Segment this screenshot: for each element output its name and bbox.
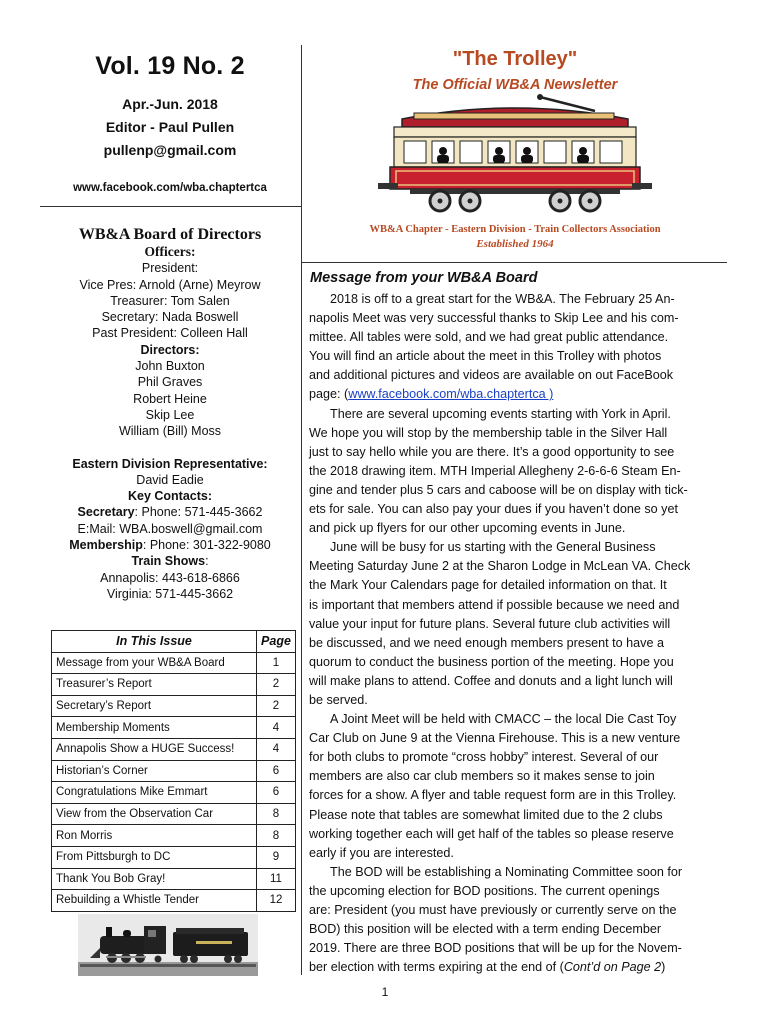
table-row xyxy=(52,846,296,868)
board-list xyxy=(40,244,300,602)
page-number: 1 xyxy=(381,985,389,999)
article-line: is important that members attend if possible because we need and xyxy=(309,597,680,612)
trolley-illustration xyxy=(370,93,660,217)
article-line-contd: ber election with terms expiring at the end of (Cont’d on Page 2) xyxy=(309,960,666,975)
director-item: John Buxton xyxy=(135,359,205,374)
board-title: WB&A Board of Directors xyxy=(78,226,262,243)
article-line: There are several upcoming events starting with York in April. xyxy=(330,406,671,421)
association-line: WB&A Chapter - Eastern Division - Train Collectors Association xyxy=(369,224,661,235)
article-line: for both clubs to promote “cross hobby” interest. Several of our xyxy=(309,750,659,765)
directors-label: Directors: xyxy=(140,342,200,357)
toc-item-title: View from the Observation Car xyxy=(52,803,257,825)
article-line: 2018 is off to a great start for the WB&A. The February 25 An- xyxy=(330,292,675,306)
board-vice-president: Vice Pres: Arnold (Arne) Meyrow xyxy=(79,277,261,292)
secretary-email: E:Mail: WBA.boswell@gmail.com xyxy=(77,521,263,536)
in-this-issue-table xyxy=(51,630,296,912)
director-item: Robert Heine xyxy=(133,391,207,406)
toc-item-title: Membership Moments xyxy=(52,717,257,739)
toc-item-title: From Pittsburgh to DC xyxy=(52,846,257,868)
article-line: Please note that tables are somewhat limited due to the 2 clubs xyxy=(309,807,663,822)
toc-item-page: 2 xyxy=(257,674,296,696)
board-president: President: xyxy=(141,261,199,276)
article-line: and additional pictures and videos are available on out FaceBook xyxy=(309,368,674,383)
toc-item-page: 9 xyxy=(257,846,296,868)
table-row xyxy=(52,695,296,717)
article-line: You will find an article about the meet in this Trolley with photos xyxy=(309,349,662,364)
established-line: Established 1964 xyxy=(476,238,554,250)
article-line: the Mark Your Calendars page for detailed information on that. It xyxy=(309,578,667,593)
article-line: be served. xyxy=(309,692,368,707)
officers-label: Officers: xyxy=(144,244,196,259)
article-line: The BOD will be establishing a Nominating Committee soon for xyxy=(330,864,683,879)
table-row xyxy=(52,890,296,912)
toc-item-page: 8 xyxy=(257,803,296,825)
toc-title-header: In This Issue xyxy=(52,631,257,653)
article-line: and pick up flyers for our other upcoming events in June. xyxy=(309,521,626,536)
article-line: napolis Meet was very successful thanks to Skip Lee and his com- xyxy=(309,311,679,326)
virginia-phone: Virginia: 571-445-3662 xyxy=(106,586,234,601)
toc-item-page: 2 xyxy=(257,695,296,717)
toc-item-title: Thank You Bob Gray! xyxy=(52,868,257,890)
article-line: A Joint Meet will be held with CMACC – the local Die Cast Toy xyxy=(330,712,677,727)
toc-item-title: Historian’s Corner xyxy=(52,760,257,782)
toc-item-page: 12 xyxy=(257,890,296,912)
article-line: early if you are interested. xyxy=(309,845,454,860)
article-line: ets for sale. You can also pay your dues if you haven’t done so yet xyxy=(309,502,678,517)
article-line: the 2018 drawing item. MTH Imperial Allegheny 2-6-6-6 Steam En- xyxy=(309,463,681,478)
secretary-contact xyxy=(40,504,300,520)
eastern-rep-label: Eastern Division Representative: xyxy=(72,456,268,471)
table-row xyxy=(52,674,296,696)
director-item: Skip Lee xyxy=(145,407,195,422)
article-line: the upcoming election for BOD positions. The current openings xyxy=(309,883,660,898)
toc-item-page: 8 xyxy=(257,825,296,847)
article-line: 2019. There are three BOD positions that will be up for the Novem- xyxy=(309,941,682,956)
article-line: quorum to conduct the business portion of the meeting. Hope you xyxy=(309,654,674,669)
table-row xyxy=(52,760,296,782)
article-line: working together each will get half of the tables so please reserve xyxy=(309,826,674,841)
article-line: gine and tender plus 5 cars and caboose will be on display with tick- xyxy=(309,482,688,497)
table-row xyxy=(52,803,296,825)
editor-email: pullenp@gmail.com xyxy=(103,142,237,158)
toc-item-title: Treasurer’s Report xyxy=(52,674,257,696)
facebook-url: www.facebook.com/wba.chaptertca xyxy=(73,182,267,194)
director-item: Phil Graves xyxy=(137,375,203,390)
article-line: BOD) this position will be elected with a term ending December xyxy=(309,922,662,937)
toc-item-title: Ron Morris xyxy=(52,825,257,847)
director-item: William (Bill) Moss xyxy=(118,424,222,439)
article-line: be discussed, and we need enough members present to have a xyxy=(309,635,664,650)
eastern-rep-name: David Eadie xyxy=(136,472,204,487)
newsletter-title: "The Trolley" xyxy=(452,48,578,70)
annapolis-phone: Annapolis: 443-618-6866 xyxy=(100,570,240,585)
secretary-phone: : Phone: 571-445-3662 xyxy=(134,505,263,520)
train-shows-label: Train Shows xyxy=(131,554,206,569)
toc-item-page: 1 xyxy=(257,652,296,674)
article-line: forces for a show. A flyer and table request form are in this Trolley. xyxy=(309,788,677,803)
article-line: Car Club on June 9 at the Vienna Firehouse. This is a new venture xyxy=(309,731,681,746)
article-line: are: President (you must have previously or currently serve on the xyxy=(309,903,677,917)
toc-item-title: Congratulations Mike Emmart xyxy=(52,782,257,804)
article-body xyxy=(309,290,724,977)
facebook-link[interactable]: www.facebook.com/wba.chaptertca ) xyxy=(348,387,554,402)
article-line: Meeting Saturday June 2 at the Sharon Lodge in McLean VA. Check xyxy=(309,559,691,574)
membership-contact-label: Membership xyxy=(69,538,143,553)
article-line: We hope you will stop by the membership table in the Silver Hall xyxy=(309,425,668,440)
article-line: members are also car club members so it makes sense to join xyxy=(309,769,655,784)
membership-phone: : Phone: 301-322-9080 xyxy=(142,538,271,553)
table-row xyxy=(52,652,296,674)
toc-item-title: Secretary’s Report xyxy=(52,695,257,717)
secretary-contact-label: Secretary xyxy=(77,505,135,520)
toc-item-page: 6 xyxy=(257,782,296,804)
toc-item-title: Message from your WB&A Board xyxy=(52,652,257,674)
table-header-row xyxy=(52,631,296,653)
article-line: value your input for future plans. Several future club activities will xyxy=(309,616,671,631)
toc-item-title: Rebuilding a Whistle Tender xyxy=(52,890,257,912)
newsletter-subtitle: The Official WB&A Newsletter xyxy=(412,77,618,93)
article-line: June will be busy for us starting with the General Business xyxy=(330,540,656,555)
toc-item-title: Annapolis Show a HUGE Success! xyxy=(52,738,257,760)
toc-page-header: Page xyxy=(257,631,296,653)
membership-contact xyxy=(40,537,300,553)
issue-date: Apr.-Jun. 2018 xyxy=(122,96,218,112)
column-divider xyxy=(301,45,302,975)
article-line: will make plans to attend. Coffee and donuts and a light lunch will xyxy=(309,673,673,688)
table-row xyxy=(52,782,296,804)
table-row xyxy=(52,868,296,890)
masthead-divider xyxy=(302,262,727,263)
table-row xyxy=(52,825,296,847)
board-treasurer: Treasurer: Tom Salen xyxy=(110,293,230,308)
toc-item-page: 11 xyxy=(257,868,296,890)
volume-title: Vol. 19 No. 2 xyxy=(95,52,245,80)
table-row xyxy=(52,717,296,739)
article-line-link: page: (www.facebook.com/wba.chaptertca ) xyxy=(309,387,554,402)
continued-note: Cont’d on Page 2 xyxy=(563,960,662,975)
board-past-president: Past President: Colleen Hall xyxy=(92,326,248,341)
editor-name: Editor - Paul Pullen xyxy=(105,119,235,135)
table-row xyxy=(52,738,296,760)
article-line: mittee. All tables were sold, and we had great public attendance. xyxy=(309,330,669,345)
toc-item-page: 4 xyxy=(257,738,296,760)
train-shows-contact: Train Shows: xyxy=(131,554,209,569)
article-line: just to say hello while you are there. It’s a good opportunity to see xyxy=(309,444,675,459)
locomotive-photo xyxy=(78,914,258,976)
toc-item-page: 4 xyxy=(257,717,296,739)
key-contacts-label: Key Contacts: xyxy=(127,489,213,504)
toc-item-page: 6 xyxy=(257,760,296,782)
board-secretary: Secretary: Nada Boswell xyxy=(101,310,239,325)
article-title: Message from your WB&A Board xyxy=(310,270,538,286)
header-divider xyxy=(40,206,302,207)
